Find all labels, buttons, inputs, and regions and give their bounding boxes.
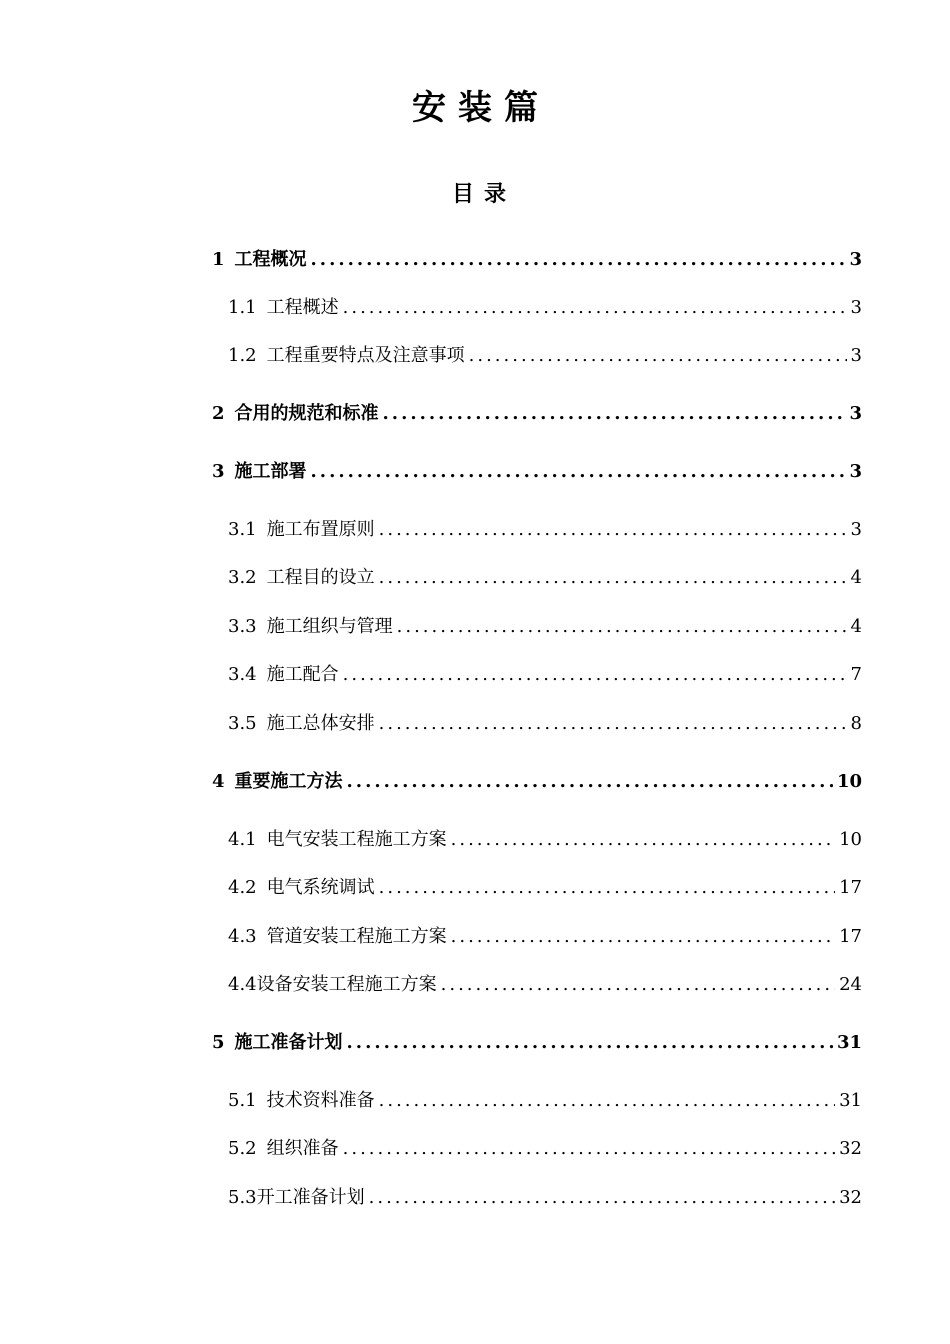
toc-entry[interactable] <box>228 516 862 544</box>
toc-entry-number: 3.1 <box>228 519 257 540</box>
toc-dot-leader <box>441 971 835 999</box>
toc-entry-label: 施工部署 <box>234 461 307 482</box>
toc-entry[interactable] <box>212 400 862 428</box>
toc-entry[interactable] <box>228 1184 862 1212</box>
toc-entry-label: 设备安装工程施工方案 <box>256 974 437 995</box>
toc-dot-leader <box>469 342 847 370</box>
toc-entry[interactable] <box>228 710 862 738</box>
toc-entry-number: 5.2 <box>228 1138 257 1159</box>
toc-entry-label: 电气系统调试 <box>266 877 375 898</box>
toc-entry-page: 32 <box>839 1187 862 1208</box>
toc-entry-label: 管道安装工程施工方案 <box>266 926 447 947</box>
toc-entry-number: 3 <box>212 461 225 482</box>
toc-entry[interactable] <box>228 613 862 641</box>
toc-dot-leader <box>379 564 847 592</box>
toc-entry[interactable] <box>228 564 862 592</box>
toc-entry-number: 1.2 <box>228 345 257 366</box>
toc-dot-leader <box>379 710 847 738</box>
toc-dot-leader <box>369 1184 835 1212</box>
toc-entry-page: 7 <box>850 664 862 685</box>
toc-entry-page: 10 <box>836 771 862 792</box>
toc-entry-number: 4 <box>212 771 225 792</box>
toc-dot-leader <box>379 1087 835 1115</box>
toc-entry-label: 电气安装工程施工方案 <box>266 829 447 850</box>
toc-entry-number: 3.4 <box>228 664 257 685</box>
toc-entry-label: 施工组织与管理 <box>266 616 393 637</box>
document-title: 安装篇 <box>412 88 550 128</box>
toc-entry-label: 工程概况 <box>234 249 307 270</box>
toc-dot-leader <box>347 768 833 796</box>
toc-entry-page: 10 <box>839 829 862 850</box>
toc-entry[interactable] <box>228 1135 862 1163</box>
toc-entry-label: 工程目的设立 <box>266 567 375 588</box>
toc-entry[interactable] <box>228 294 862 322</box>
toc-entry-number: 2 <box>212 403 225 424</box>
toc-entry[interactable] <box>228 971 862 999</box>
toc-entry-number: 1 <box>212 249 225 270</box>
toc-entry-page: 3 <box>850 297 862 318</box>
toc-entry[interactable] <box>228 342 862 370</box>
toc-dot-leader <box>451 826 835 854</box>
toc-entry-number: 4.3 <box>228 926 257 947</box>
toc-entry-label: 施工布置原则 <box>266 519 375 540</box>
toc-heading: 目录 <box>451 181 516 207</box>
toc-entry-page: 3 <box>849 461 862 482</box>
toc-entry[interactable] <box>228 874 862 902</box>
toc-entry-page: 3 <box>850 519 862 540</box>
toc-dot-leader <box>347 1029 833 1057</box>
toc-entry-page: 17 <box>839 926 862 947</box>
toc-entry-label: 合用的规范和标准 <box>234 403 379 424</box>
toc-entry-number: 3.2 <box>228 567 257 588</box>
toc-entry[interactable] <box>212 1029 862 1057</box>
toc-dot-leader <box>311 246 846 274</box>
toc-entry-label: 施工准备计划 <box>234 1032 343 1053</box>
toc-entry-label: 工程概述 <box>266 297 339 318</box>
toc-entry-number: 3.3 <box>228 616 257 637</box>
toc-entry-number: 4.2 <box>228 877 257 898</box>
toc-entry[interactable] <box>228 826 862 854</box>
toc-entry-number: 5.1 <box>228 1090 257 1111</box>
toc-entry-page: 3 <box>849 249 862 270</box>
toc-entry-label: 重要施工方法 <box>234 771 343 792</box>
toc-dot-leader <box>343 294 847 322</box>
toc-entry-label: 施工总体安排 <box>266 713 375 734</box>
toc-entry-label: 技术资料准备 <box>266 1090 375 1111</box>
toc-dot-leader <box>379 874 835 902</box>
toc-entry[interactable] <box>212 768 862 796</box>
toc-dot-leader <box>311 458 846 486</box>
toc-entry-page: 3 <box>850 345 862 366</box>
toc-entry-page: 8 <box>850 713 862 734</box>
toc-entry-page: 4 <box>850 567 862 588</box>
toc-entry[interactable] <box>228 1087 862 1115</box>
toc-entry-number: 4.1 <box>228 829 257 850</box>
toc-dot-leader <box>343 1135 835 1163</box>
toc-entry[interactable] <box>228 661 862 689</box>
toc-entry-label: 组织准备 <box>266 1138 339 1159</box>
toc-entry-page: 4 <box>850 616 862 637</box>
toc-dot-leader <box>343 661 847 689</box>
toc-entry-label: 工程重要特点及注意事项 <box>266 345 465 366</box>
toc-entry-number: 3.5 <box>228 713 257 734</box>
toc-dot-leader <box>397 613 847 641</box>
toc-entry[interactable] <box>212 246 862 274</box>
toc-entry-page: 3 <box>849 403 862 424</box>
toc-entry-number: 5 <box>212 1032 225 1053</box>
toc-entry-label: 施工配合 <box>266 664 339 685</box>
toc-dot-leader <box>379 516 847 544</box>
toc-dot-leader <box>451 923 835 951</box>
toc-entry-number: 4.4 <box>228 974 257 995</box>
toc-entry-page: 31 <box>839 1090 862 1111</box>
toc-entry-page: 31 <box>836 1032 862 1053</box>
toc-entry[interactable] <box>212 458 862 486</box>
toc-entry-label: 开工准备计划 <box>256 1187 365 1208</box>
toc-dot-leader <box>383 400 846 428</box>
toc-entry-page: 32 <box>839 1138 862 1159</box>
toc-entry-number: 1.1 <box>228 297 257 318</box>
toc-entry[interactable] <box>228 923 862 951</box>
toc-entry-page: 24 <box>839 974 862 995</box>
toc-entry-page: 17 <box>839 877 862 898</box>
toc-entry-number: 5.3 <box>228 1187 257 1208</box>
